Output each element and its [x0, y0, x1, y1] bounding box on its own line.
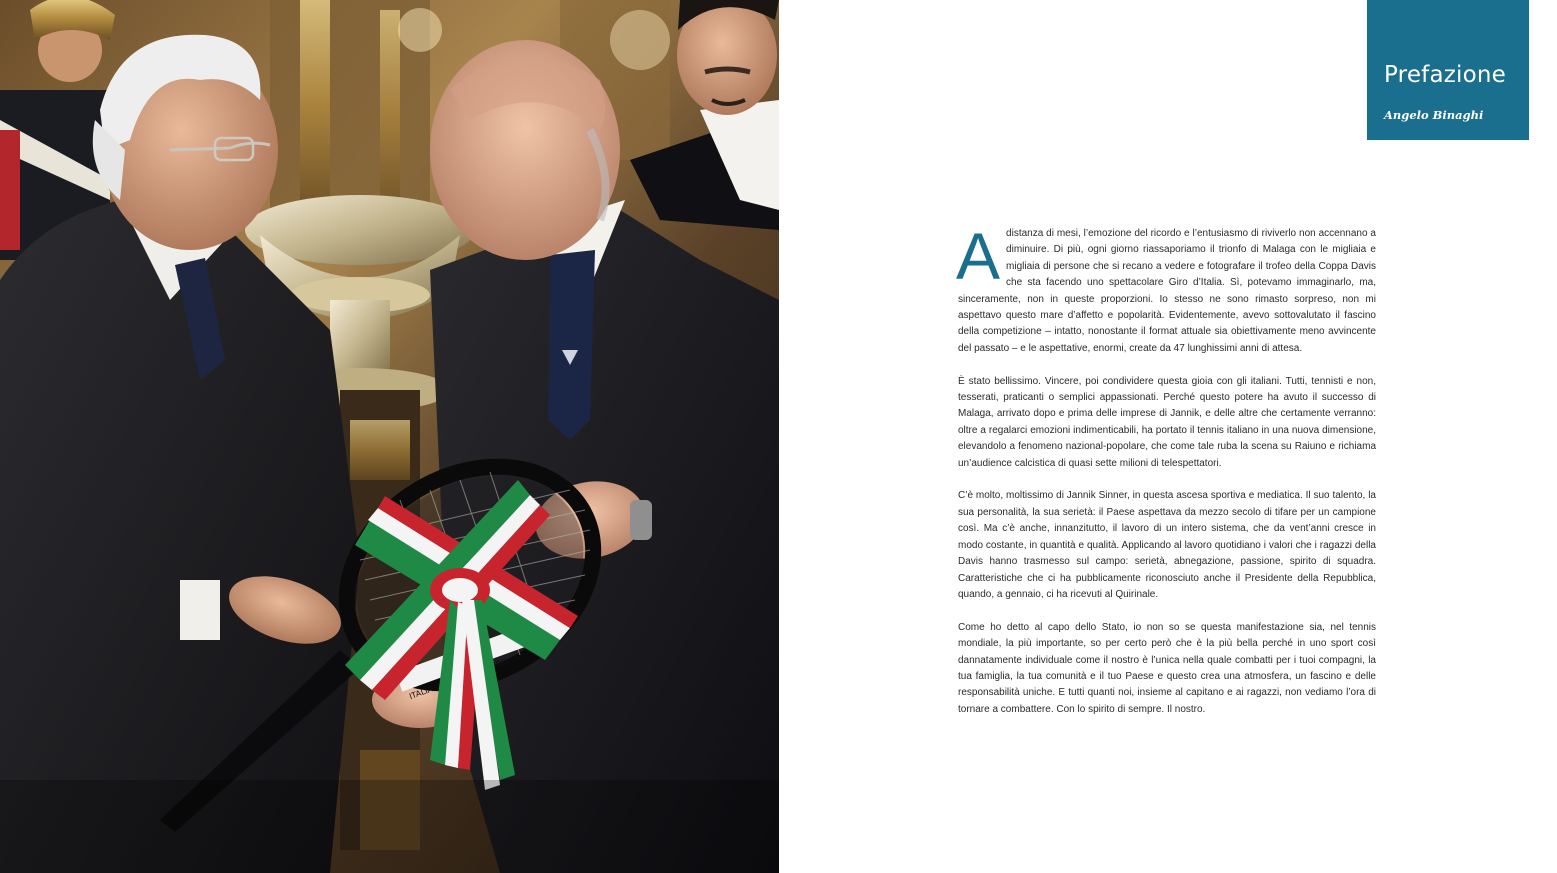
section-title-block [1367, 0, 1529, 140]
paragraph-1 [956, 219, 1376, 357]
preface-body [956, 219, 1376, 735]
racket-lettering: ITALIA · ARELLA [408, 652, 522, 702]
paragraph-2: È stato bellissimo. Vincere, poi condividere questa gioia con gli italiani. Tutti, tennisti e non, tesserati, praticanti o semplici appassionati. Perché questo potere ha avuto il successo di Malaga, arrivato dopo e prima delle imprese di Jannik, e delle altre che certamente verranno: oltre a regalarci emozioni indimenticabili, ha portato il tennis italiano in una nuova dimensione, elevandolo a fenomeno nazional-popolare, che come tale ruba la scena su Raiuno e richiama un’audience calcistica di quasi sette milioni di telespettatori. [958, 375, 1376, 469]
author-name: Angelo Binaghi [1384, 108, 1484, 122]
paragraph-3: C’è molto, moltissimo di Jannik Sinner, in questa ascesa sportiva e mediatica. Il suo talento, la sua personalità, la sua serietà: il Paese aspettava da mezzo secolo di tifare per un campione così. Ma c’è anche, innanzitutto, il lavoro di un intero sistema, che da vent’anni cresce in modo costante, in quantità e qualità. Applicando al lavoro quotidiano i valori che i ragazzi della Davis hanno trasmesso sul campo: serietà, abnegazione, passione, spirito di squadra. Caratteristiche che ci ha pubblicamente riconosciuto anche il Presidente della Repubblica, quando, a gennaio, ci ha ricevuti al Quirinale. [958, 490, 1376, 600]
paragraph-1-text: distanza di mesi, l’emozione del ricordo e l’entusiasmo di riviverlo non accennano a diminuire. Di più, ogni giorno riassaporiamo il trionfo di Malaga con le migliaia e migliaia di persone che si recano a vedere e fotografare il trofeo della Coppa Davis che sta facendo uno spettacolare Giro d’Italia. Sì, potevamo immaginarlo, ma, sinceramente, non in queste proporzioni. Io stesso ne sono rimasto sorpreso, non mi aspettavo questo mare d’affetto e popolarità. Evidentemente, avevo sottovalutato il fascino della competizione – intatto, nonostante il format attuale sia obiettivamente meno avvincente del passato – e le aspettative, enormi, create da 47 lunghissimi anni di attesa. [958, 228, 1376, 354]
section-title: Prefazione [1384, 62, 1507, 88]
paragraph-4: Come ho detto al capo dello Stato, io non so se questa manifestazione sia, nel tennis mondiale, la più importante, so per certo però che è la più bella perché in uno sport così dannatamente individuale come il nostro è l’unica nella quale combatti per i tuoi compagni, la tua famiglia, la tua comunità e il tuo Paese e questo crea una atmosfera, un fascino e delle responsabilità uniche. E tutti quanti noi, insieme al capitano e ai ragazzi, non vediamo l’ora di tornare a combattere. Con lo spirito di sempre. Il nostro. [958, 621, 1376, 715]
drop-cap: A [956, 219, 1001, 293]
text-page [779, 0, 1557, 873]
